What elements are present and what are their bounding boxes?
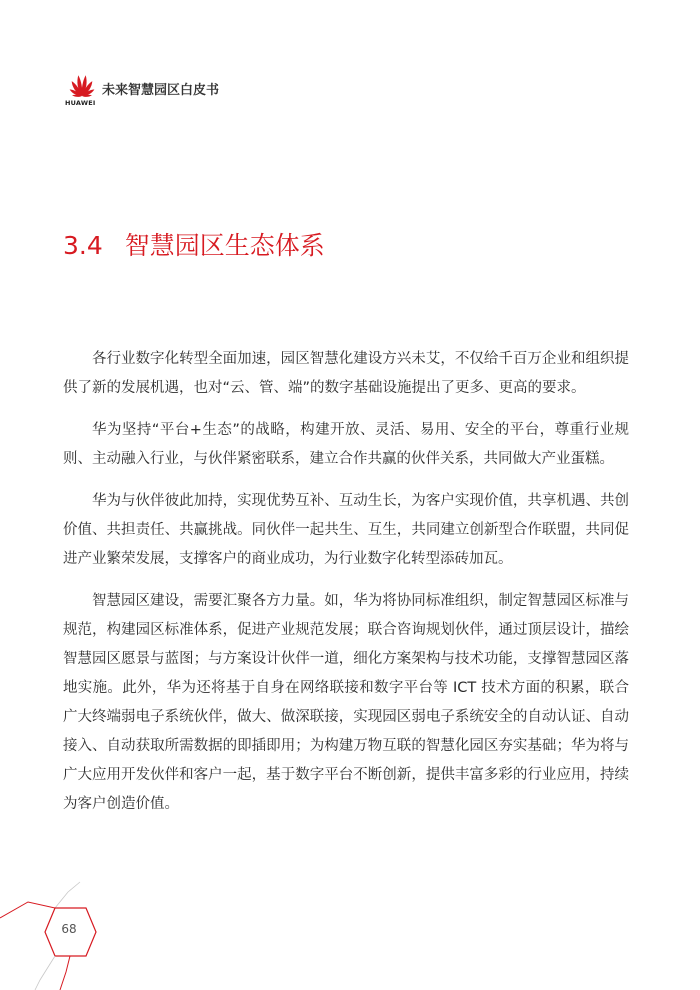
paragraph: 华为坚持“平台+生态”的战略，构建开放、灵活、易用、安全的平台，尊重行业规则、主动融入行业，与伙伴紧密联系，建立合作共赢的伙伴关系，共同做大产业蛋糕。 xyxy=(63,422,629,467)
document-title: 未来智慧园区白皮书 xyxy=(102,83,220,98)
body-text xyxy=(63,345,629,832)
section-heading xyxy=(63,226,325,262)
paragraph: 智慧园区建设，需要汇聚各方力量。如，华为将协同标准组织，制定智慧园区标准与规范，构建园区标准体系，促进产业规范发展；联合咨询规划伙伴，通过顶层设计，描绘智慧园区愿景与蓝图；与方案设计伙伴一道，细化方案架构与技术功能，支撑智慧园区落地实施。此外，华为还将基于自身在网络联接和数字平台等 ICT 技术方面的积累，联合广大终端弱电子系统伙伴，做大、做深联接，实现园区弱电子系统安全的自动认证、自动接入、自动获取所需数据的即插即用；为构建万物互联的智慧化园区夯实基础；华为将与广大应用开发伙伴和客户一起，基于数字平台不断创新，提供丰富多彩的行业应用，持续为客户创造价值。 xyxy=(63,593,629,812)
logo-wordmark: HUAWEI xyxy=(65,99,96,107)
paragraph: 华为与伙伴彼此加持，实现优势互补、互动生长，为客户实现价值，共享机遇、共创价值、共担责任、共赢挑战。同伙伴一起共生、互生，共同建立创新型合作联盟，共同促进产业繁荣发展，支撑客户的商业成功，为行业数字化转型添砖加瓦。 xyxy=(63,493,629,567)
section-title: 智慧园区生态体系 xyxy=(124,231,325,260)
page-number: 68 xyxy=(61,922,77,936)
huawei-logo xyxy=(62,72,102,112)
section-number: 3.4 xyxy=(63,231,103,260)
paragraph: 各行业数字化转型全面加速，园区智慧化建设方兴未艾，不仅给千百万企业和组织提供了新的发展机遇，也对“云、管、端”的数字基础设施提出了更多、更高的要求。 xyxy=(63,351,629,396)
huawei-flower-icon xyxy=(62,72,102,100)
